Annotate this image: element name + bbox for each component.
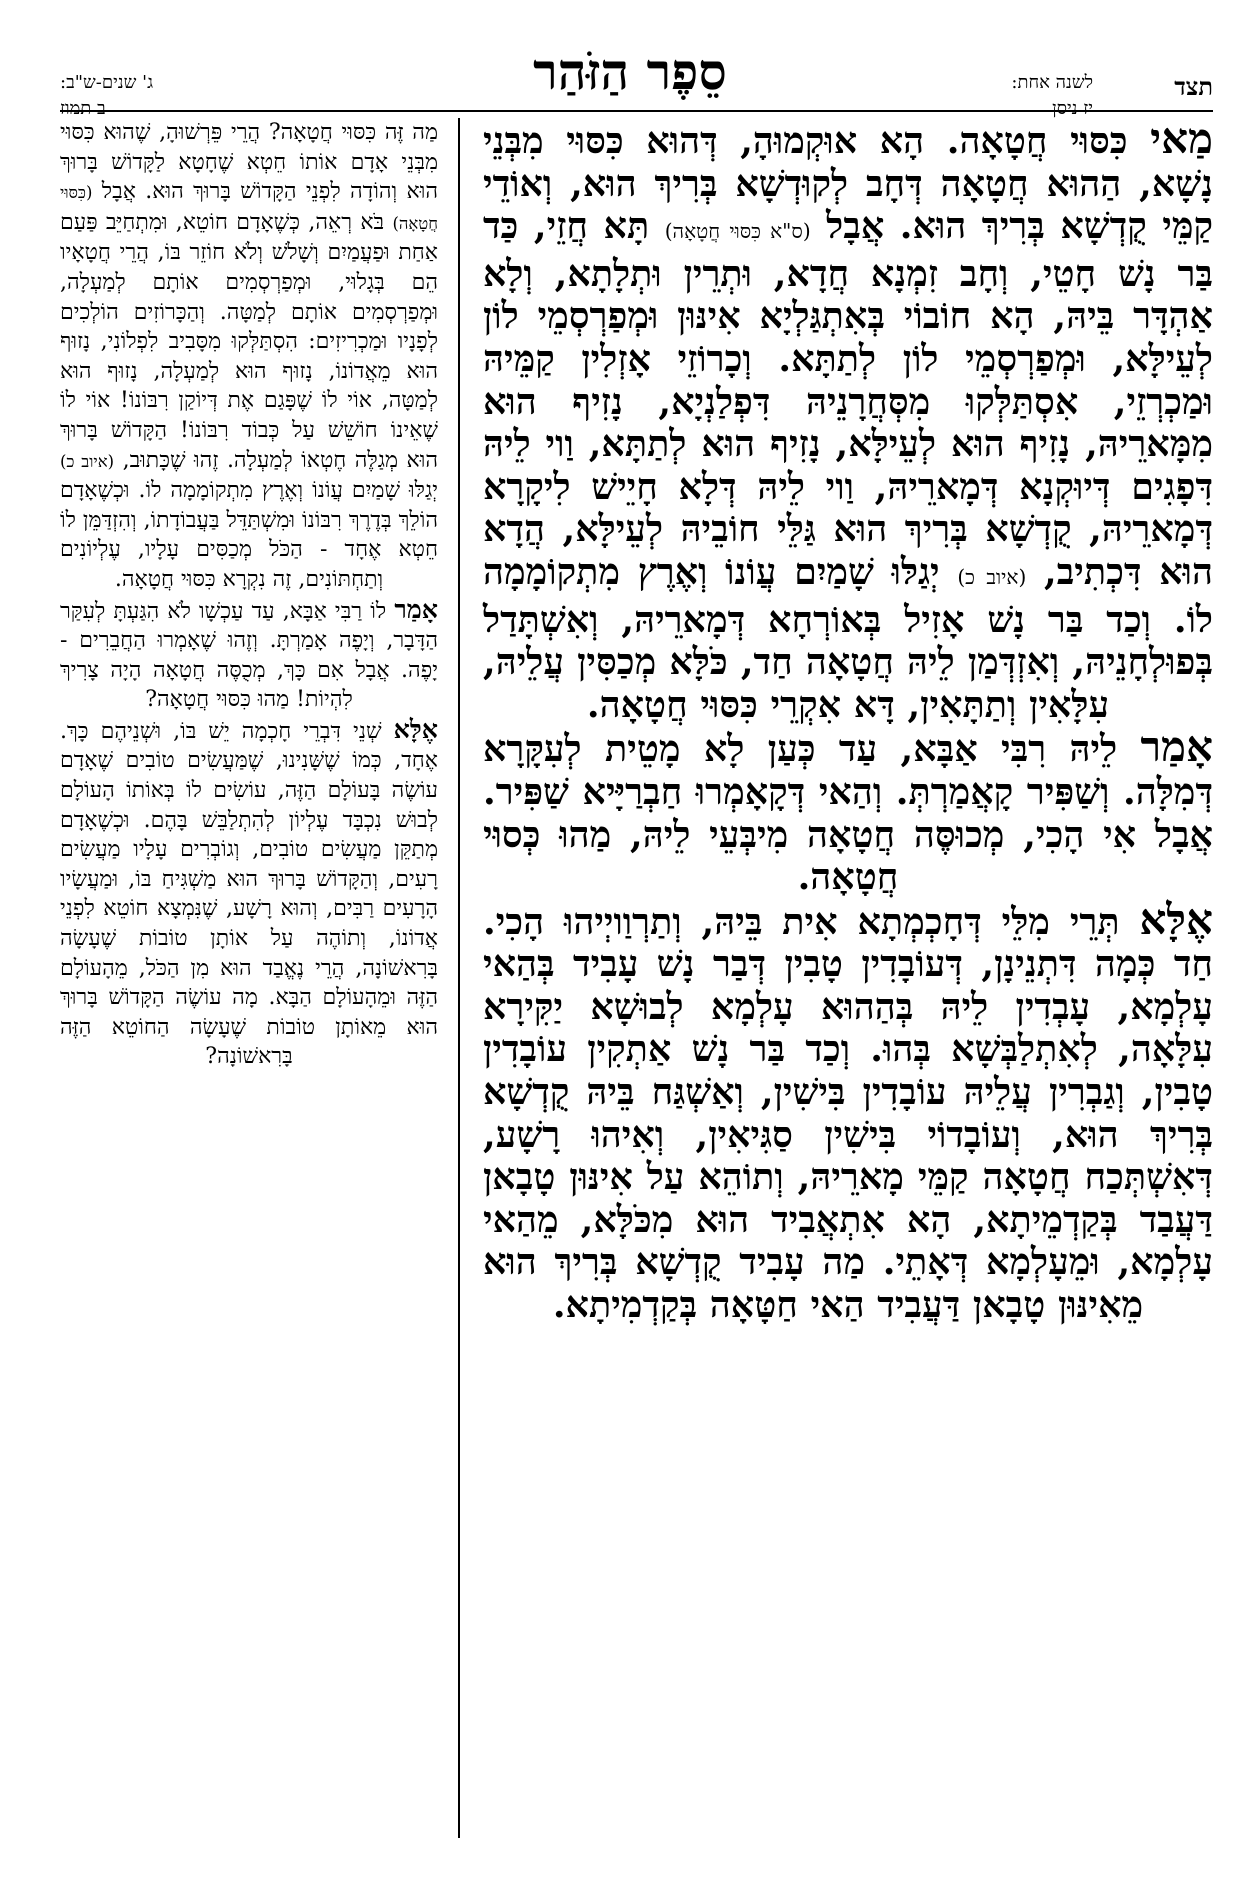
verse-reference: (איוב כ): [60, 451, 115, 471]
one-year-cycle: [1011, 70, 1093, 122]
hebrew-paragraph-3: [60, 715, 438, 1072]
aramaic-column: [483, 114, 1213, 1858]
opening-word: אֶלָּא: [1139, 894, 1213, 944]
page-header: [0, 0, 1253, 125]
variant-reference: (כִּסּוּי חֲטָאָה): [60, 183, 438, 233]
paragraph-text: בֹּא רְאֵה, כְּשֶׁאָדָם חוֹטֵא, וּמִתְחַיֵּב פַּעַם אַחַת וּפַעֲמַיִם וְשָׁלֹשׁ וְלֹא חוֹזֵר בּוֹ, הֲרֵי חֲטָאָיו הֵם בְּגָלוּי, וּמְפַרְסְמִים אוֹתָם לְמַעְלָה, וּמְפַרְסְמִים אוֹתָם לְמַטָּה. וְהַכָּרוֹזִים הוֹלְכִים לְפָנָיו וּמַכְרִיזִים: הִסְתַּלְּקוּ מִסָּבִיב לִפְלוֹנִי, נָזוּף הוּא מֵאֲדוֹנוֹ, נָזוּף הוּא לְמַעְלָה, נָזוּף הוּא לְמַטָּה, אוֹי לוֹ שֶׁפָּגַם אֶת דְּיוֹקַן רִבּוֹנוֹ! אוֹי לוֹ שֶׁאֵינוֹ חוֹשֵׁשׁ עַל כְּבוֹד רִבּוֹנוֹ! הַקָּדוֹשׁ בָּרוּךְ הוּא מְגַלֶּה חֶטְאוֹ לְמַעְלָה. זֶהוּ שֶׁכָּתוּב,: [60, 209, 438, 473]
three-year-cycle: [60, 70, 153, 122]
opening-word: אָמַר: [394, 593, 438, 624]
column-divider: [458, 118, 460, 1838]
three-year-cycle-label: ג' שנים-ש"ב:: [60, 72, 154, 93]
one-year-cycle-label: לשנה אחת:: [1011, 72, 1093, 93]
opening-word: מַאי: [1150, 114, 1213, 163]
variant-reference: (ס"א כִּסּוּי חֲטָאָה): [664, 219, 811, 244]
hebrew-translation-column: [60, 118, 438, 1858]
hebrew-paragraph-1: [60, 118, 438, 595]
aramaic-paragraph-3: [483, 894, 1213, 1327]
header-rule: [60, 110, 1213, 112]
paragraph-text: לֵיהּ רִבִּי אַבָּא, עַד כְּעַן לָא מָטֵית לְעִקָּרָא דְּמִלָּה. וְשַׁפִּיר קָאֲמַרְתְּ. וְהַאי דְּקָאָמְרוּ חַבְרַיָּיא שַׁפִּיר. אֲבָל אִי הָכִי, מְכוּסֶּה חֲטָאָה מִיבְּעֵי לֵיהּ, מַהוּ כְּסוּי חֲטָאָה.: [483, 727, 1213, 899]
paragraph-text: מַה זֶּה כִּסּוּי חֲטָאָה? הֲרֵי פֵּרְשׁוּהָ, שֶׁהוּא כִּסּוּי מִבְּנֵי אָדָם אוֹתוֹ חֵטְא שֶׁחָטָא לַקָּדוֹשׁ בָּרוּךְ הוּא וְהוֹדָה לִפְנֵי הַקָּדוֹשׁ בָּרוּךְ הוּא. אֲבָל: [60, 120, 438, 205]
paragraph-text: יְגַלּוּ שָׁמַיִם עֲוֹנוֹ וְאֶרֶץ מִתְקוֹמָמָה לוֹ. וְכַד בַּר נָשׁ אָזִיל בְּאוֹרְחָא דְּמָארֵיהּ, וְאִשְׁתָּדַל בְּפוּלְחָנֵיהּ, וְאִזְדְּמַן לֵיהּ חֲטָאָה חַד, כֹּלָּא מְכַסִּין עֲלֵיהּ, עִלָּאִין וְתַתָּאִין, דָּא אִקְרֵי כִּסּוּי חֲטָאָה.: [483, 549, 1213, 726]
opening-word: אֶלָּא: [393, 713, 438, 744]
paragraph-text: כִּסּוּי חֲטָאָה. הָא אוּקְמוּהָ, דְּהוּא כִּסּוּי מִבְּנֵי נָשָׁא, הַהוּא חֲטָאָה דְּחָב לְקוּדְשָׁא בְּרִיךְ הוּא, וְאוֹדֵי קַמֵּי קֻדְשָׁא בְּרִיךְ הוּא. אֲבָל: [483, 119, 1213, 248]
paragraph-text: שְׁנֵי דִּבְרֵי חָכְמָה יֵשׁ בּוֹ, וּשְׁנֵיהֶם כָּךְ. אֶחָד, כְּמוֹ שֶׁשָּׁנִינוּ, שֶׁמַּעֲשִׂים טוֹבִים שֶׁאָדָם עוֹשֶׂה בָּעוֹלָם הַזֶּה, עוֹשִׂים לוֹ בְּאוֹתוֹ הָעוֹלָם לְבוּשׁ נִכְבָּד עֶלְיוֹן לְהִתְלַבֵּשׁ בָּהֶם. וּכְשֶׁאָדָם מְתַקֵּן מַעֲשִׂים טוֹבִים, וְגוֹבְרִים עָלָיו מַעֲשִׂים רָעִים, וְהַקָּדוֹשׁ בָּרוּךְ הוּא מַשְׁגִּיחַ בּוֹ, וּמַעֲשָׂיו הָרָעִים רַבִּים, וְהוּא רָשָׁע, שֶׁנִּמְצָא חוֹטֵא לִפְנֵי אֲדוֹנוֹ, וְתוֹהֶה עַל אוֹתָן טוֹבוֹת שֶׁעָשָׂה בָּרִאשׁוֹנָה, הֲרֵי נֶאֱבַד הוּא מִן הַכֹּל, מֵהָעוֹלָם הַזֶּה וּמֵהָעוֹלָם הַבָּא. מָה עוֹשֶׂה הַקָּדוֹשׁ בָּרוּךְ הוּא מֵאוֹתָן טוֹבוֹת שֶׁעָשָׂה הַחוֹטֵא הַזֶּה בָּרִאשׁוֹנָה?: [60, 718, 438, 1070]
three-year-cycle-date: ב תמוז: [60, 98, 106, 119]
one-year-cycle-date: יז ניסן: [1052, 98, 1093, 119]
paragraph-text: יְגַלּוּ שָׁמַיִם עֲוֹנוֹ וְאֶרֶץ מִתְקוֹמָמָה לוֹ. וּכְשֶׁאָדָם הוֹלֵךְ בְּדֶרֶךְ רִבּוֹנוֹ וּמִשְׁתַּדֵּל בַּעֲבוֹדָתוֹ, וְהִזְדַּמֵּן לוֹ חֵטְא אֶחָד - הַכֹּל מְכַסִּים עָלָיו, עֶלְיוֹנִים וְתַחְתּוֹנִים, זֶה נִקְרָא כִּסּוּי חֲטָאָה.: [60, 478, 438, 592]
aramaic-paragraph-2: [483, 722, 1213, 899]
paragraph-text: תָּא חֲזֵי, כַּד בַּר נָשׁ חָטֵי, וְחָב זִמְנָא חֲדָא, וּתְרֵין וּתְלָתָא, וְלָא אַהְדָּר בֵּיהּ, הָא חוֹבוֹי בְּאִתְגַּלְיָא אִינּוּן וּמְפַרְסְמֵי לוֹן לְעֵילָּא, וּמְפַרְסְמֵי לוֹן לְתַתָּא. וְכָרוֹזֵי אָזְלִין קַמֵּיהּ וּמַכְרְזֵי, אִסְתַּלְּקוּ מִסְּחֲרָנֵיהּ דִּפְלַנְיָא, נָזִיף הוּא מִמָּארֵיהּ, נָזִיף הוּא לְעֵילָּא, נָזִיף הוּא לְתַתָּא, וַוי לֵיהּ דִּפָגִים דְּיוּקְנָא דְּמָארֵיהּ, וַוי לֵיהּ דְּלָא חָיֵישׁ לִיקָרָא דְּמָארֵיהּ, קֻדְשָׁא בְּרִיךְ הוּא גַּלֵּי חוֹבֵיהּ לְעֵילָּא, הֲדָא הוּא דִּכְתִיב,: [483, 204, 1213, 593]
book-title: סֵפֶר הַזֹּהַר: [533, 42, 727, 101]
paragraph-text: תְּרֵי מִלֵּי דְּחָכְמְתָא אִית בֵּיהּ, וְתַרְוַויְיהוּ הָכִי. חַד כְּמָה דִּתְנֵינָן, דְּעוֹבָדִין טָבִין דְּבַר נָשׁ עָבִיד בְּהַאי עָלְמָא, עָבְדִין לֵיהּ בְּהַהוּא עָלְמָא לְבוּשָׁא יַקִּירָא עִלָּאָה, לְאִתְלַבְּשָׁא בְּהוּ. וְכַד בַּר נָשׁ אַתְקִין עוֹבָדִין טָבִין, וְגַבְרִין עֲלֵיהּ עוֹבָדִין בִּישִׁין, וְאַשְׁגַּח בֵּיהּ קֻדְשָׁא בְּרִיךְ הוּא, וְעוֹבָדוֹי בִּישִׁין סַגִּיאִין, וְאִיהוּ רָשָׁע, דְּאִשְׁתְּכַח חֲטָאָה קַמֵּי מָארֵיהּ, וְתוֹהֵא עַל אִינּוּן טָבָאן דַּעֲבַד בְּקַדְמֵיתָא, הָא אִתְאֲבִיד הוּא מִכֹּלָּא, מֵהַאי עָלְמָא, וּמֵעָלְמָא דְּאָתֵי. מַה עָבִיד קֻדְשָׁא בְּרִיךְ הוּא מֵאִינּוּן טָבָאן דַּעֲבִיד הַאי חַטָּאָה בְּקַדְמִיתָא.: [483, 899, 1213, 1327]
verse-reference: (איוב כ): [957, 564, 1027, 589]
paragraph-text: לוֹ רַבִּי אַבָּא, עַד עַכְשָׁו לֹא הִגַּעְתָּ לְעִקַּר הַדָּבָר, וְיָפֶה אָמַרְתָּ. וְזֶהוּ שֶׁאָמְרוּ הַחֲבֵרִים - יָפֶה. אֲבָל אִם כָּךְ, מְכֻסֶּה חֲטָאָה הָיָה צָרִיךְ לִהְיוֹת! מַהוּ כִּסּוּי חֲטָאָה?: [60, 598, 438, 713]
page-number: תצד: [1174, 72, 1213, 101]
opening-word: אָמַר: [1140, 722, 1213, 772]
aramaic-paragraph-1: [483, 114, 1213, 726]
hebrew-paragraph-2: [60, 595, 438, 715]
